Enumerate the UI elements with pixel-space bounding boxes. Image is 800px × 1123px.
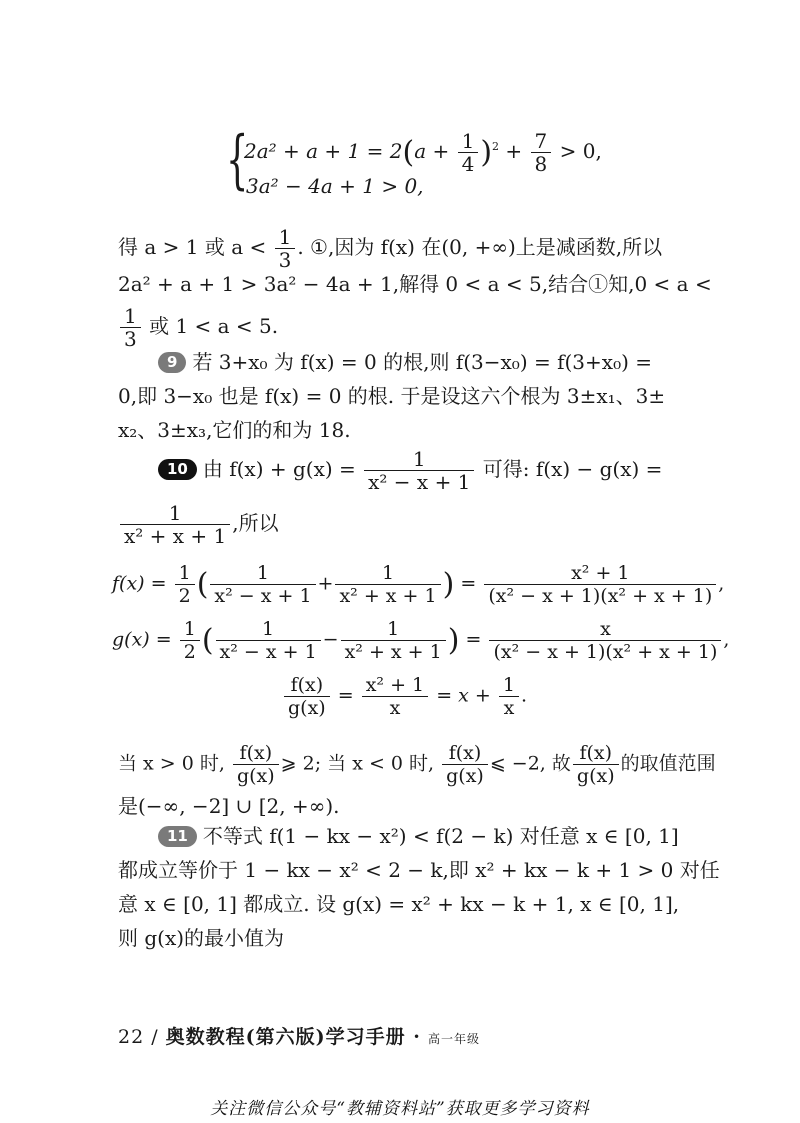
formula-g: g(x) = $\frac{1}{2}$ ( $\frac{1}{\text{x² − x + 1}}$ − $\frac{1}{\text{x² + x + 1}}$ ) = $\frac{x}{\text{(x² − x + 1)(x² + x + 1)}}$ , xyxy=(112,618,730,663)
frac-q10-1: $\frac{1}{\text{x² − x + 1}}$ xyxy=(364,448,474,493)
formula-ratio: $\frac{f(x)}{g(x)}$ = $\frac{\text{x² + 1}}{x}$ = x + $\frac{1}{x}$ . xyxy=(282,674,527,719)
q11-line1: 11 不等式 f(1 − kx − x²) < f(2 − k) 对任意 x ∈ [0, 1] xyxy=(158,822,679,850)
page-footer xyxy=(118,1022,480,1049)
frac-q10-2: $\frac{1}{\text{x² + x + 1}}$ xyxy=(120,502,230,547)
p1-line1: 得 a > 1 或 a < $\frac{1}{3}$ . ①,因为 f(x) 在(0, +∞)上是减函数,所以 xyxy=(118,225,663,272)
frac-1-3-a: $\frac{1}{3}$ xyxy=(275,226,296,271)
q11-line2: 都成立等价于 1 − kx − x² < 2 − k,即 x² + kx − k + 1 > 0 对任 xyxy=(118,858,720,882)
q11-line4: 则 g(x)的最小值为 xyxy=(118,926,285,950)
system-eq1: 2a² + a + 1 = 2(a + $\frac{1}{4}$ )$^2$ + $\frac{7}{8}$ > 0, xyxy=(244,129,602,176)
q9-line1: 9 若 3+x₀ 为 f(x) = 0 的根,则 f(3−x₀) = f(3+x₀) = xyxy=(158,348,652,376)
q9-line3: x₂、3±x₃,它们的和为 18. xyxy=(118,418,351,442)
p1-line3: $\frac{1}{3}$ 或 1 < a < 5. xyxy=(118,305,278,350)
frac-1-4: $\frac{1}{4}$ xyxy=(458,130,479,175)
q11-line3: 意 x ∈ [0, 1] 都成立. 设 g(x) = x² + kx − k + 1, x ∈ [0, 1], xyxy=(118,892,680,916)
frac-7-8: $\frac{7}{8}$ xyxy=(531,130,552,175)
question-badge-9: 9 xyxy=(158,352,186,373)
p1-line2: 2a² + a + 1 > 3a² − 4a + 1,解得 0 < a < 5,结合①知,0 < a < xyxy=(118,272,712,296)
formula-f: f(x) = $\frac{1}{2}$ ( $\frac{1}{\text{x² − x + 1}}$ + $\frac{1}{\text{x² + x + 1}}$ ) = $\frac{\text{x² + 1}}{\text{(x² − x + 1)(x² + x + 1)}}$ , xyxy=(112,562,725,607)
watermark-text: 关注微信公众号“教辅资料站”获取更多学习资料 xyxy=(210,1099,590,1119)
eq1-inner: a + xyxy=(414,139,450,163)
page-number: 22 / xyxy=(118,1026,159,1048)
q10-line1: 10 由 f(x) + g(x) = $\frac{1}{\text{x² − x + 1}}$ 可得: f(x) − g(x) = xyxy=(158,448,662,493)
p2-line2: 是(−∞, −2] ∪ [2, +∞). xyxy=(118,794,340,818)
eq1-end: > 0, xyxy=(559,139,602,163)
grade-label: 高一年级 xyxy=(427,1032,480,1046)
eq1-left: 2a² + a + 1 = 2 xyxy=(244,139,403,163)
book-title: 奥数教程(第六版)学习手册 · xyxy=(165,1026,421,1048)
system-eq2: 3a² − 4a + 1 > 0, xyxy=(246,174,424,198)
q9-line2: 0,即 3−x₀ 也是 f(x) = 0 的根. 于是设这六个根为 3±x₁、3± xyxy=(118,384,666,408)
q10-line2: $\frac{1}{\text{x² + x + 1}}$ ,所以 xyxy=(118,502,279,547)
left-brace: { xyxy=(226,123,249,197)
eq1-plus: + xyxy=(505,139,523,163)
question-badge-11: 11 xyxy=(158,826,197,847)
frac-1-3-b: $\frac{1}{3}$ xyxy=(120,305,141,350)
p2-line1: 当 x > 0 时, $\frac{f(x)}{g(x)}$ ⩾ 2; 当 x < 0 时, $\frac{f(x)}{g(x)}$ ⩽ −2, 故 $\frac{f(x)}{g(x)}$ 的取值范围 xyxy=(118,742,716,787)
question-badge-10: 10 xyxy=(158,459,197,480)
